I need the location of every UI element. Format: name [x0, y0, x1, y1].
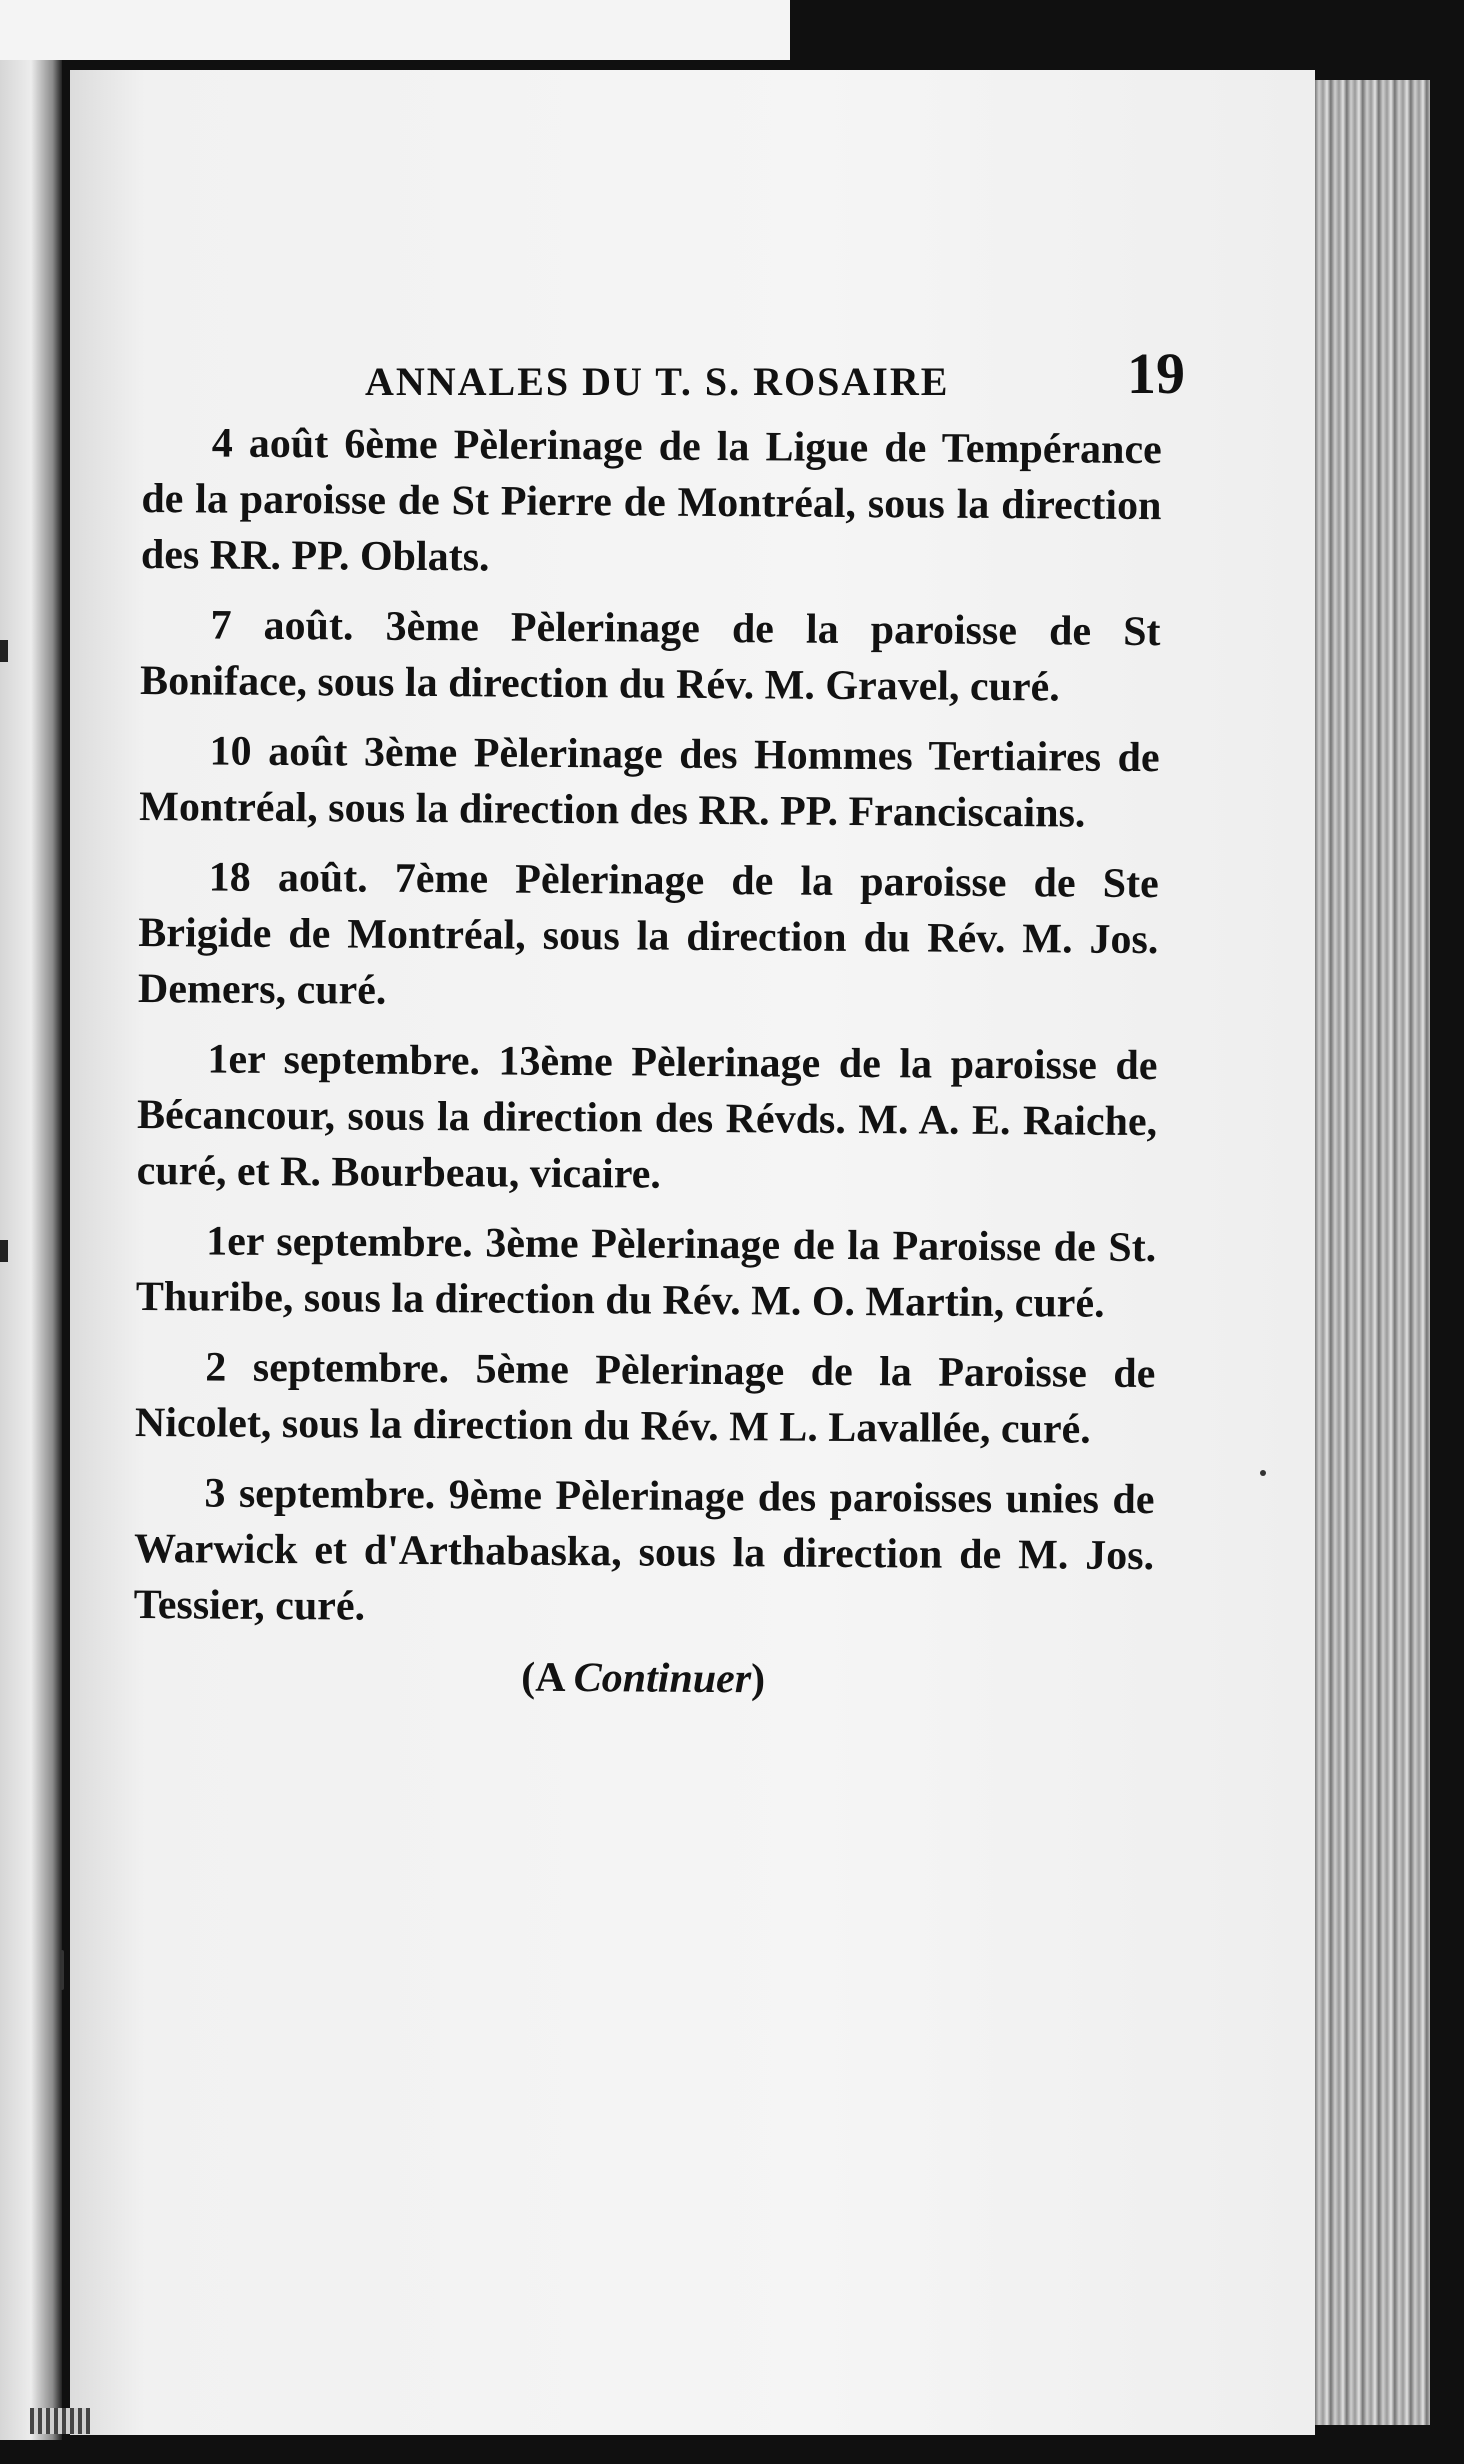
pilgrimage-entry: 7 août. 3ème Pèlerinage de la paroisse de St Boniface, sous la direction du Rév. M. Gravel, curé.: [139, 602, 1161, 711]
continuation-word: Continuer: [573, 1655, 752, 1703]
continuation-close: ): [750, 1656, 766, 1703]
book-page: [70, 70, 1315, 2435]
pilgrimage-entry: 10 août 3ème Pèlerinage des Hommes Tertiaires de Montréal, sous la direction des RR. PP. Franciscains.: [139, 728, 1160, 837]
left-page-edge: [0, 60, 62, 2440]
page-header: [365, 340, 1185, 410]
continuation-note: [133, 1647, 1153, 1710]
ink-speck: [1260, 1470, 1266, 1476]
edge-mark: [0, 640, 8, 662]
top-margin-strip: [0, 0, 790, 60]
page-stack-edges: [1315, 80, 1430, 2425]
pilgrimage-entry: 18 août. 7ème Pèlerinage de la paroisse de Ste Brigide de Montréal, sous la direction du Rév. M. Jos. Demers, curé.: [137, 854, 1159, 1014]
pilgrimage-entry: 1er septembre. 3ème Pèlerinage de la Paroisse de St. Thuribe, sous la direction du Rév. M. O. Martin, curé.: [135, 1218, 1157, 1327]
page-number: 19: [1127, 341, 1185, 406]
pilgrimage-entry: 1er septembre. 13ème Pèlerinage de la paroisse de Bécancour, sous la direction des Révds. M. A. E. Raiche, curé, et R. Bourbeau, vicaire.: [136, 1036, 1158, 1198]
pilgrimage-entry: 3 septembre. 9ème Pèlerinage des paroisses unies de Warwick et d'Arthabaska, sous la direction de M. Jos. Tessier, curé.: [133, 1470, 1155, 1630]
pilgrimage-entry: 4 août 6ème Pèlerinage de la Ligue de Tempérance de la paroisse de St Pierre de Montréal, sous la direction des RR. PP. Oblats.: [140, 420, 1162, 581]
continuation-open: (A: [521, 1654, 574, 1702]
pilgrimage-entry: 2 septembre. 5ème Pèlerinage de la Paroisse de Nicolet, sous la direction du Rév. M L. Lavallée, curé.: [134, 1344, 1156, 1453]
running-title: ANNALES DU T. S. ROSAIRE: [365, 359, 950, 404]
bottom-edge-marks: [30, 2408, 90, 2434]
ink-speck: [60, 1950, 64, 1990]
edge-mark: [0, 1240, 8, 1262]
page-body: [133, 415, 1162, 1710]
